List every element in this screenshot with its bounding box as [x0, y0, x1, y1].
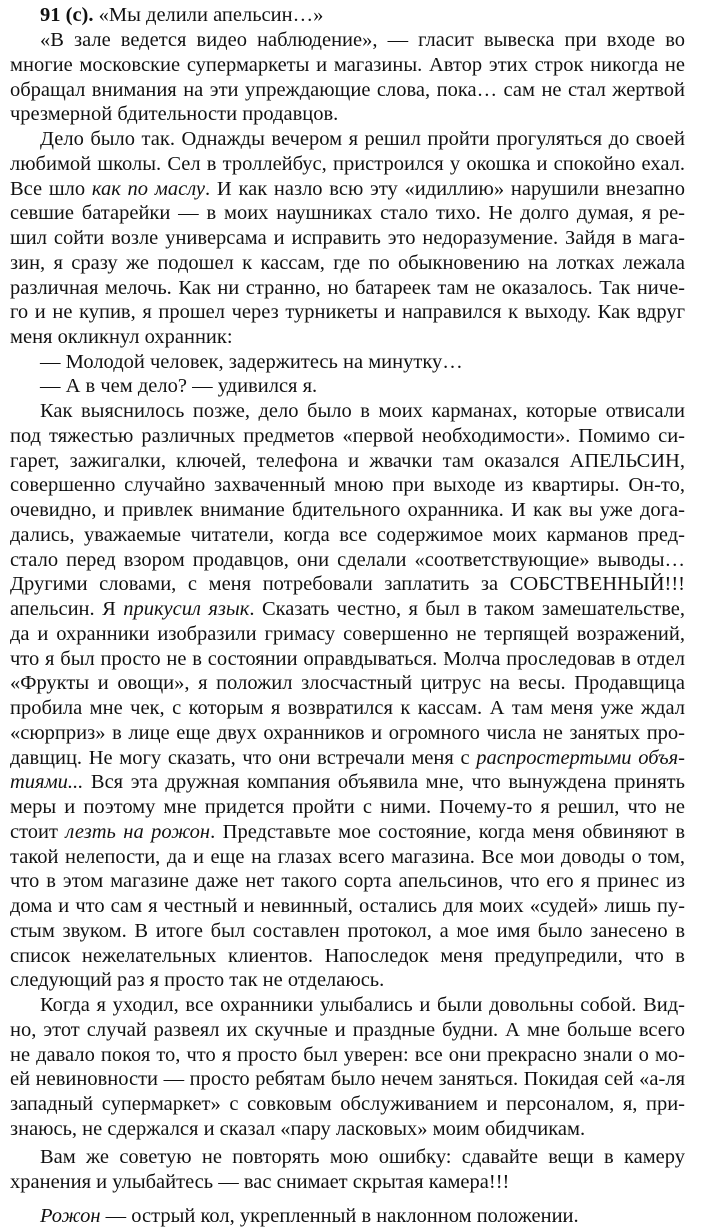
italic-phrase: лезть на рожон — [65, 821, 211, 843]
text-line — [40, 1204, 685, 1228]
text-line — [40, 993, 685, 1017]
text-segment: знаюсь, не сдержался и сказал «пару ласковых» моим обидчикам. — [10, 1118, 586, 1140]
text-line — [10, 1067, 685, 1091]
text-line — [10, 746, 685, 770]
text-segment: что я был просто не в состоянии оправдываться. Молча проследовав в отдел — [10, 648, 685, 670]
text-segment: следующий раз я просто так не отделаюсь. — [10, 969, 385, 991]
text-segment: хранения и улыбайтесь — вас снимает скрытая камера!!! — [10, 1171, 510, 1193]
text-line — [10, 449, 685, 473]
text-line — [10, 894, 685, 918]
italic-phrase: тиями... — [10, 771, 84, 793]
text-segment: да и охранники изобразили гримасу совершенно не терпящей возражений, — [10, 623, 685, 645]
text-segment: «Фрукты и овощи», я положил злосчастный цитрус на весы. Продавщица — [10, 672, 685, 694]
text-segment: Вам же советую не повторять мою ошибку: сдавайте вещи в камеру — [40, 1146, 685, 1168]
text-segment: такой нелепости, да и еще на глазах всего магазина. Все мои доводы о том, — [10, 846, 685, 868]
text-line — [40, 1145, 685, 1169]
text-segment: давщиц. Не могу сказать, что они встречали меня с — [10, 747, 477, 769]
text-line — [10, 1092, 685, 1116]
italic-phrase: прикусил язык — [123, 598, 250, 620]
text-segment: не давало покоя то, что я просто был уверен: все они прекрасно знали о мо- — [10, 1044, 685, 1066]
text-line — [10, 201, 685, 225]
text-line — [40, 374, 704, 398]
text-segment: . Сказать честно, я был в таком замешательстве, — [249, 598, 685, 620]
text-segment: чрезмерной бдительности продавцов. — [10, 103, 339, 125]
text-segment: Когда я уходил, все охранники улыбались и были довольны собой. Вид- — [40, 994, 685, 1016]
text-line — [10, 152, 685, 176]
text-segment: . И как назло всю эту «идиллию» нарушили внезапно — [205, 178, 685, 200]
text-segment: под тяжестью различных предметов «первой необходимости». Помимо си- — [10, 425, 685, 447]
text-line — [10, 696, 685, 720]
text-segment: гарет, зажигалки, ключей, телефона и жвачки там оказался АПЕЛЬСИН, — [10, 450, 685, 472]
text-line — [10, 919, 685, 943]
text-segment: западный супермаркет» с совковым обслуживанием и персоналом, я, при- — [10, 1093, 685, 1115]
text-segment: пробила мне чек, с которым я возвратился к кассам. А там меня уже ждал — [10, 697, 685, 719]
text-line — [40, 127, 685, 151]
text-segment: Другими словами, с меня потребовали заплатить за СОБСТВЕННЫЙ!!! — [10, 573, 685, 595]
italic-phrase: как по маслу — [91, 178, 206, 200]
text-line — [10, 78, 685, 102]
text-segment: меры и поэтому мне придется пройти с ними. Почему-то я решил, что не — [10, 796, 685, 818]
text-segment: стоит — [10, 821, 66, 843]
text-line — [10, 548, 685, 572]
exercise-heading — [40, 3, 685, 27]
text-line — [10, 276, 685, 300]
text-segment: — А в чем дело? — удивился я. — [40, 375, 318, 397]
text-line — [10, 647, 685, 671]
text-segment: «В зале ведется видео наблюдение», — гласит вывеска при входе во — [40, 29, 685, 51]
text-line — [40, 28, 685, 52]
text-line — [10, 424, 685, 448]
text-line — [10, 968, 685, 992]
text-line — [10, 572, 685, 596]
text-line — [10, 226, 685, 250]
text-line — [10, 869, 685, 893]
text-line — [10, 177, 685, 201]
exercise-number: 91 (с). — [40, 4, 94, 26]
exercise-title: «Мы делили апельсин…» — [98, 4, 324, 26]
text-segment: совершенно случайно захваченный мною при выходе из квартиры. Он-то, — [10, 474, 685, 496]
text-line — [10, 597, 685, 621]
text-segment: апельсин. Я — [10, 598, 124, 620]
text-segment: Все шло — [10, 178, 92, 200]
text-line — [10, 795, 685, 819]
text-line — [10, 820, 685, 844]
text-line — [10, 944, 685, 968]
text-segment: меня окликнул охранник: — [10, 326, 233, 348]
text-segment: — Молодой человек, задержитесь на минутку… — [40, 351, 463, 373]
italic-phrase: Рожон — [40, 1205, 101, 1227]
text-segment: . Представьте мое состояние, когда меня обвиняют в — [210, 821, 686, 843]
text-line — [40, 399, 685, 423]
text-line — [10, 53, 685, 77]
text-line — [10, 473, 685, 497]
text-segment: обращал внимания на эти упреждающие слова, пока… сам не стал жертвой — [10, 79, 685, 101]
text-line — [40, 350, 704, 374]
text-segment: очевидно, и привлек внимание бдительного охранника. И как вы уже дога- — [10, 499, 685, 521]
text-segment: севшие батарейки — в моих наушниках стало тихо. Не долго думая, я ре- — [10, 202, 685, 224]
italic-phrase: распростертыми объя- — [476, 747, 685, 769]
text-segment: многие московские супермаркеты и магазины. Автор этих строк никогда не — [10, 54, 685, 76]
text-segment: Вся эта дружная компания объявила мне, что вынуждена принять — [83, 771, 685, 793]
text-segment: Как выяснилось позже, дело было в моих карманах, которые отвисали — [40, 400, 685, 422]
text-segment: — острый кол, укрепленный в наклонном положении. — [100, 1205, 579, 1227]
text-segment: дома и что сам я честный и невинный, остались для моих «судей» лишь пу- — [10, 895, 685, 917]
text-line — [10, 523, 685, 547]
text-segment: го и не купив, я прошел через турникеты и направился к выходу. Как вдруг — [10, 301, 685, 323]
text-segment: дались, уважаемые читатели, когда все содержимое моих карманов пред- — [10, 524, 685, 546]
text-line — [10, 845, 685, 869]
text-line — [10, 1170, 685, 1194]
text-segment: различная мелочь. Как ни странно, но батареек там не оказалось. Так ниче- — [10, 277, 685, 299]
text-line — [10, 498, 685, 522]
text-line — [10, 325, 685, 349]
text-segment: Дело было так. Однажды вечером я решил пройти прогуляться до своей — [40, 128, 685, 150]
text-line — [10, 622, 685, 646]
text-line — [10, 721, 685, 745]
text-segment: ей невиновности — просто ребятам было нечем заняться. Покидая сей «а-ля — [10, 1068, 685, 1090]
text-segment: шил сойти возле универсама и исправить это недоразумение. Зайдя в мага- — [10, 227, 685, 249]
text-line — [10, 1018, 685, 1042]
text-line — [10, 1043, 685, 1067]
text-segment: стало перед взором продавцов, они сделали «соответствующие» выводы… — [10, 549, 685, 571]
text-segment: «сюрприз» в лице еще двух охранников и огромного числа не занятых про- — [10, 722, 685, 744]
text-line — [10, 671, 685, 695]
text-line — [10, 251, 685, 275]
text-line — [10, 1117, 685, 1141]
text-segment: любимой школы. Сел в троллейбус, пристроился у окошка и спокойно ехал. — [10, 153, 685, 175]
text-segment: стым звуком. В итоге был составлен протокол, а мое имя было занесено в — [10, 920, 685, 942]
text-segment: что в этом магазине даже нет такого сорта апельсинов, что его я принес из — [10, 870, 685, 892]
text-line — [10, 300, 685, 324]
text-line — [10, 770, 685, 794]
text-segment: зин, я сразу же подошел к кассам, где по обыкновению на лотках лежала — [10, 252, 685, 274]
text-segment: но, этот случай развеял их скучные и праздные будни. А мне больше всего — [10, 1019, 685, 1041]
text-segment: список нежелательных клиентов. Напоследок меня предупредили, что в — [10, 945, 685, 967]
text-line — [10, 102, 685, 126]
